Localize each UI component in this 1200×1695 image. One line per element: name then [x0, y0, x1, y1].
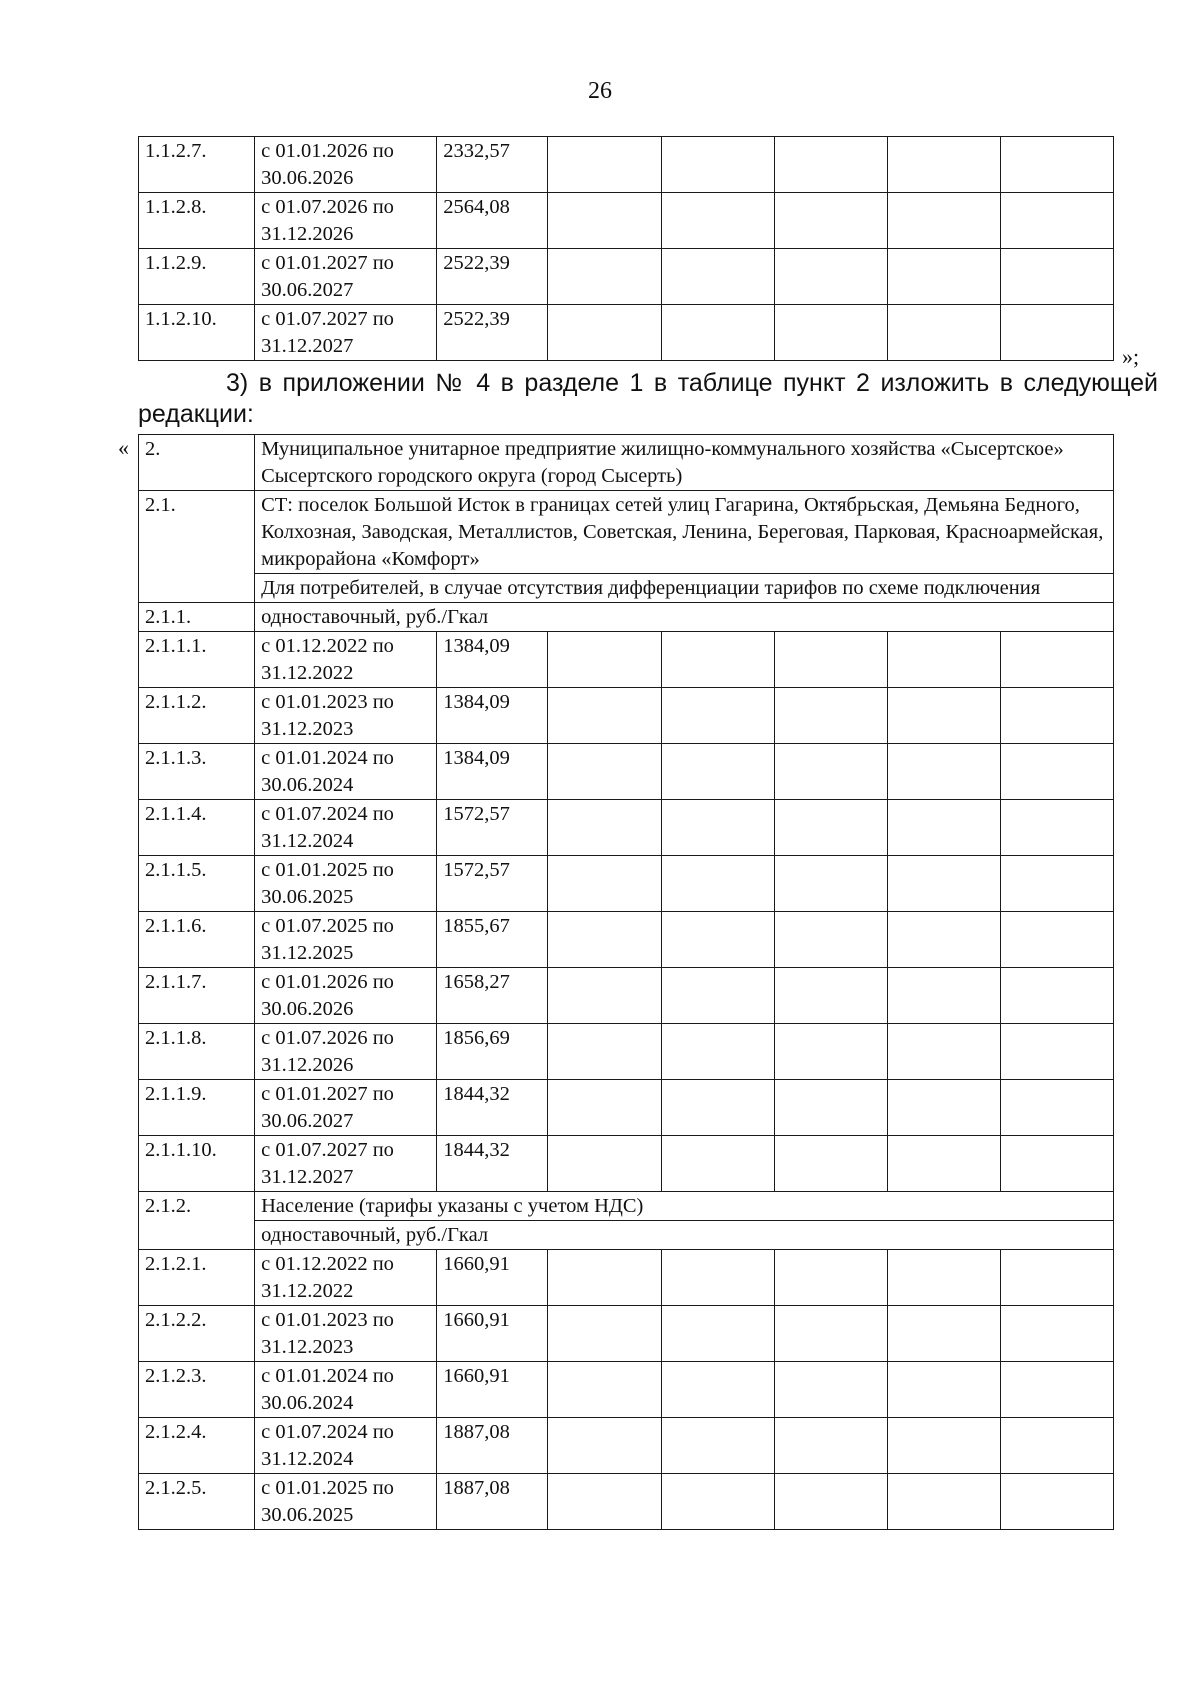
- empty-cell: [1000, 1136, 1113, 1192]
- tariff-value: 2332,57: [437, 137, 548, 193]
- empty-cell: [661, 1080, 774, 1136]
- population-label: Население (тарифы указаны с учетом НДС): [255, 1192, 1114, 1221]
- empty-cell: [661, 744, 774, 800]
- tariff-row: [139, 137, 1114, 193]
- empty-cell: [661, 688, 774, 744]
- row-number: 2.1.1.1.: [139, 632, 255, 688]
- empty-cell: [1000, 1474, 1113, 1530]
- empty-cell: [661, 1474, 774, 1530]
- population-row: [139, 1192, 1114, 1221]
- consumers-row: [139, 574, 1114, 603]
- empty-cell: [661, 193, 774, 249]
- empty-cell: [774, 1418, 887, 1474]
- row-number: 2.1.1.2.: [139, 688, 255, 744]
- empty-cell: [887, 1306, 1000, 1362]
- empty-cell: [661, 1418, 774, 1474]
- empty-cell: [774, 688, 887, 744]
- tariff-value: 1887,08: [437, 1418, 548, 1474]
- period: с 01.07.2026 по 31.12.2026: [255, 193, 437, 249]
- org-name: Муниципальное унитарное предприятие жилищно-коммунального хозяйства «Сысертское» Сысертского городского округа (город Сысерть): [255, 435, 1114, 491]
- tariff-value: 1384,09: [437, 744, 548, 800]
- empty-cell: [887, 305, 1000, 361]
- empty-cell: [661, 137, 774, 193]
- empty-cell: [661, 1024, 774, 1080]
- empty-cell: [1000, 1080, 1113, 1136]
- tariff-table-continued: [138, 136, 1114, 361]
- period: с 01.01.2026 по 30.06.2026: [255, 968, 437, 1024]
- tariff-row: [139, 1418, 1114, 1474]
- tariff-value: 1384,09: [437, 632, 548, 688]
- empty-cell: [1000, 968, 1113, 1024]
- empty-cell: [661, 1250, 774, 1306]
- tariff-value: 1844,32: [437, 1080, 548, 1136]
- empty-cell: [887, 137, 1000, 193]
- table1-body: [139, 137, 1114, 361]
- row-number: 2.1.1.3.: [139, 744, 255, 800]
- period: с 01.07.2024 по 31.12.2024: [255, 800, 437, 856]
- empty-cell: [548, 912, 661, 968]
- empty-cell: [548, 137, 661, 193]
- tariff-row: [139, 249, 1114, 305]
- empty-cell: [887, 1418, 1000, 1474]
- row-number: 2.1.2.4.: [139, 1418, 255, 1474]
- empty-cell: [548, 1080, 661, 1136]
- empty-cell: [548, 249, 661, 305]
- empty-cell: [887, 1362, 1000, 1418]
- empty-cell: [774, 856, 887, 912]
- row-number: 2.1.1.8.: [139, 1024, 255, 1080]
- row-number: 2.1.1.7.: [139, 968, 255, 1024]
- empty-cell: [1000, 1362, 1113, 1418]
- tariff-row: [139, 1136, 1114, 1192]
- empty-cell: [887, 856, 1000, 912]
- row-number: 2.1.1.5.: [139, 856, 255, 912]
- tariff-value: 1384,09: [437, 688, 548, 744]
- empty-cell: [774, 1024, 887, 1080]
- group-label: одноставочный, руб./Гкал: [255, 603, 1114, 632]
- empty-cell: [1000, 249, 1113, 305]
- empty-cell: [774, 632, 887, 688]
- empty-cell: [1000, 1250, 1113, 1306]
- tariff-value: 1887,08: [437, 1474, 548, 1530]
- tariff-row: [139, 1250, 1114, 1306]
- system-row: [139, 491, 1114, 574]
- system-description: СТ: поселок Большой Исток в границах сетей улиц Гагарина, Октябрьская, Демьяна Бедного, Колхозная, Заводская, Металлистов, Советская, Ленина, Береговая, Парковая, Красноармейская, микрорайона «Комфорт»: [255, 491, 1114, 574]
- empty-cell: [887, 912, 1000, 968]
- tariff-value: 1844,32: [437, 1136, 548, 1192]
- empty-cell: [548, 1362, 661, 1418]
- empty-cell: [887, 193, 1000, 249]
- period: с 01.07.2025 по 31.12.2025: [255, 912, 437, 968]
- empty-cell: [774, 1136, 887, 1192]
- empty-cell: [661, 632, 774, 688]
- row-number: 2.1.1.9.: [139, 1080, 255, 1136]
- tariff-row: [139, 1362, 1114, 1418]
- empty-cell: [887, 1474, 1000, 1530]
- period: с 01.01.2024 по 30.06.2024: [255, 744, 437, 800]
- row-number: 2.1.1.10.: [139, 1136, 255, 1192]
- empty-cell: [1000, 1024, 1113, 1080]
- row-number: 1.1.2.8.: [139, 193, 255, 249]
- empty-cell: [774, 1080, 887, 1136]
- empty-cell: [548, 1418, 661, 1474]
- period: с 01.01.2026 по 30.06.2026: [255, 137, 437, 193]
- empty-cell: [887, 688, 1000, 744]
- tariff-value: 1658,27: [437, 968, 548, 1024]
- empty-cell: [1000, 856, 1113, 912]
- empty-cell: [887, 1136, 1000, 1192]
- group-row: [139, 603, 1114, 632]
- row-number: 2.1.2.3.: [139, 1362, 255, 1418]
- empty-cell: [887, 249, 1000, 305]
- empty-cell: [887, 800, 1000, 856]
- org-row: [139, 435, 1114, 491]
- tariff-row: [139, 968, 1114, 1024]
- tariff-row: [139, 856, 1114, 912]
- empty-cell: [548, 688, 661, 744]
- period: с 01.01.2025 по 30.06.2025: [255, 856, 437, 912]
- period: с 01.01.2024 по 30.06.2024: [255, 1362, 437, 1418]
- population-sublabel: одноставочный, руб./Гкал: [255, 1221, 1114, 1250]
- empty-cell: [1000, 193, 1113, 249]
- tariff-row: [139, 632, 1114, 688]
- empty-cell: [1000, 632, 1113, 688]
- page-number: 26: [588, 78, 612, 104]
- row-number: 2.1.1.6.: [139, 912, 255, 968]
- tariff-value: 1856,69: [437, 1024, 548, 1080]
- amendment-paragraph: [138, 368, 1158, 430]
- tariff-value: 1855,67: [437, 912, 548, 968]
- period: с 01.01.2023 по 31.12.2023: [255, 1306, 437, 1362]
- tariff-value: 1572,57: [437, 800, 548, 856]
- empty-cell: [548, 800, 661, 856]
- tariff-row: [139, 305, 1114, 361]
- period: с 01.01.2027 по 30.06.2027: [255, 1080, 437, 1136]
- period: с 01.12.2022 по 31.12.2022: [255, 632, 437, 688]
- empty-cell: [1000, 744, 1113, 800]
- empty-cell: [548, 856, 661, 912]
- paragraph-line-2: редакции:: [138, 400, 254, 428]
- empty-cell: [774, 305, 887, 361]
- empty-cell: [548, 632, 661, 688]
- empty-cell: [661, 1136, 774, 1192]
- empty-cell: [1000, 1418, 1113, 1474]
- opening-quote: «: [118, 435, 129, 460]
- empty-cell: [661, 1306, 774, 1362]
- empty-cell: [661, 249, 774, 305]
- empty-cell: [1000, 1306, 1113, 1362]
- row-number: 2.1.1.: [139, 603, 255, 632]
- empty-cell: [774, 1250, 887, 1306]
- period: с 01.07.2024 по 31.12.2024: [255, 1418, 437, 1474]
- period: с 01.07.2027 по 31.12.2027: [255, 1136, 437, 1192]
- tariff-value: 1660,91: [437, 1250, 548, 1306]
- row-number: 1.1.2.10.: [139, 305, 255, 361]
- empty-cell: [548, 1024, 661, 1080]
- row-number: 1.1.2.9.: [139, 249, 255, 305]
- empty-cell: [548, 968, 661, 1024]
- empty-cell: [887, 744, 1000, 800]
- population-sub-row: [139, 1221, 1114, 1250]
- closing-quote: »;: [1122, 344, 1140, 369]
- tariff-table-item-2: [138, 434, 1114, 1530]
- empty-cell: [774, 249, 887, 305]
- paragraph-line-1: 3) в приложении № 4 в разделе 1 в таблице пункт 2 изложить в следующей: [226, 369, 1158, 397]
- empty-cell: [661, 912, 774, 968]
- empty-cell: [548, 1250, 661, 1306]
- row-number: 2.: [139, 435, 255, 491]
- empty-cell: [548, 1306, 661, 1362]
- empty-cell: [887, 1250, 1000, 1306]
- period: с 01.12.2022 по 31.12.2022: [255, 1250, 437, 1306]
- empty-cell: [661, 856, 774, 912]
- tariff-row: [139, 744, 1114, 800]
- empty-cell: [548, 305, 661, 361]
- period: с 01.07.2027 по 31.12.2027: [255, 305, 437, 361]
- empty-cell: [1000, 912, 1113, 968]
- empty-cell: [548, 1474, 661, 1530]
- empty-cell: [887, 632, 1000, 688]
- empty-cell: [1000, 305, 1113, 361]
- empty-cell: [1000, 137, 1113, 193]
- empty-cell: [774, 193, 887, 249]
- empty-cell: [548, 193, 661, 249]
- tariff-row: [139, 800, 1114, 856]
- period: с 01.01.2023 по 31.12.2023: [255, 688, 437, 744]
- tariff-row: [139, 1080, 1114, 1136]
- empty-cell: [661, 1362, 774, 1418]
- tariff-row: [139, 912, 1114, 968]
- row-number: 2.1.1.4.: [139, 800, 255, 856]
- empty-cell: [774, 1362, 887, 1418]
- row-number: 2.1.2.2.: [139, 1306, 255, 1362]
- empty-cell: [548, 1136, 661, 1192]
- tariff-value: 2564,08: [437, 193, 548, 249]
- period: с 01.01.2027 по 30.06.2027: [255, 249, 437, 305]
- tariff-value: 1572,57: [437, 856, 548, 912]
- tariff-value: 2522,39: [437, 305, 548, 361]
- row-number: 2.1.: [139, 491, 255, 603]
- empty-cell: [1000, 800, 1113, 856]
- tariff-row: [139, 1474, 1114, 1530]
- tariff-value: 1660,91: [437, 1306, 548, 1362]
- tariff-row: [139, 193, 1114, 249]
- row-number: 2.1.2.1.: [139, 1250, 255, 1306]
- tariff-value: 2522,39: [437, 249, 548, 305]
- empty-cell: [887, 1024, 1000, 1080]
- empty-cell: [887, 968, 1000, 1024]
- empty-cell: [774, 800, 887, 856]
- tariff-row: [139, 688, 1114, 744]
- empty-cell: [887, 1080, 1000, 1136]
- empty-cell: [661, 968, 774, 1024]
- empty-cell: [661, 305, 774, 361]
- row-number: 1.1.2.7.: [139, 137, 255, 193]
- empty-cell: [774, 912, 887, 968]
- empty-cell: [774, 137, 887, 193]
- row-number: 2.1.2.: [139, 1192, 255, 1250]
- table2-rows2: [139, 1250, 1114, 1530]
- empty-cell: [548, 744, 661, 800]
- empty-cell: [774, 1474, 887, 1530]
- period: с 01.01.2025 по 30.06.2025: [255, 1474, 437, 1530]
- empty-cell: [774, 1306, 887, 1362]
- table2-rows1: [139, 632, 1114, 1192]
- period: с 01.07.2026 по 31.12.2026: [255, 1024, 437, 1080]
- tariff-row: [139, 1306, 1114, 1362]
- empty-cell: [774, 968, 887, 1024]
- row-number: 2.1.2.5.: [139, 1474, 255, 1530]
- tariff-value: 1660,91: [437, 1362, 548, 1418]
- empty-cell: [774, 744, 887, 800]
- empty-cell: [661, 800, 774, 856]
- consumers-description: Для потребителей, в случае отсутствия дифференциации тарифов по схеме подключения: [255, 574, 1114, 603]
- tariff-row: [139, 1024, 1114, 1080]
- empty-cell: [1000, 688, 1113, 744]
